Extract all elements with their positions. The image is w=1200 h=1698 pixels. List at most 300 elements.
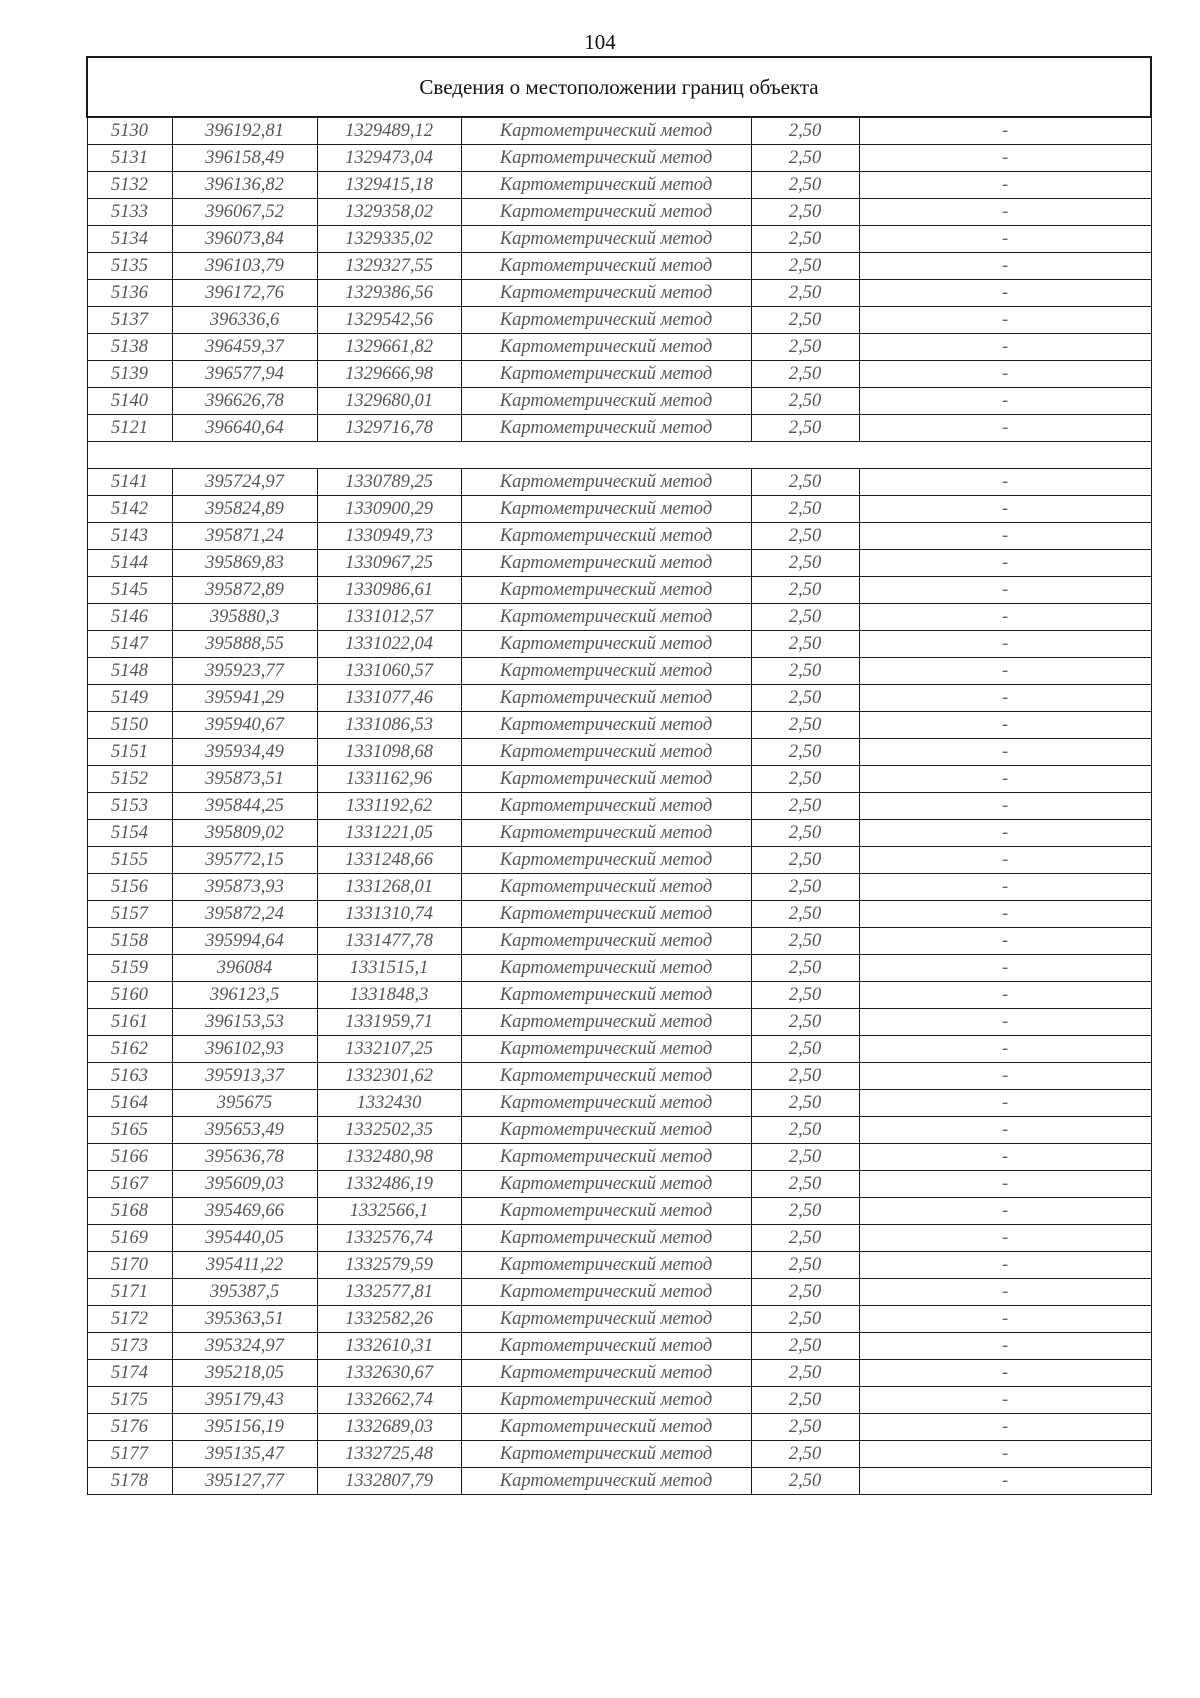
y-coordinate-cell: 1331310,74 — [317, 901, 461, 928]
method-cell: Картометрический метод — [461, 117, 751, 145]
accuracy-cell: 2,50 — [751, 631, 859, 658]
note-cell: - — [859, 496, 1151, 523]
table-row — [87, 388, 1151, 415]
x-coordinate-cell: 395940,67 — [172, 712, 317, 739]
point-number-cell: 5167 — [87, 1171, 172, 1198]
table-row — [87, 739, 1151, 766]
accuracy-cell: 2,50 — [751, 226, 859, 253]
method-cell: Картометрический метод — [461, 604, 751, 631]
x-coordinate-cell: 395872,24 — [172, 901, 317, 928]
table-row — [87, 1468, 1151, 1495]
point-number-cell: 5160 — [87, 982, 172, 1009]
point-number-cell: 5121 — [87, 415, 172, 442]
y-coordinate-cell: 1329542,56 — [317, 307, 461, 334]
accuracy-cell: 2,50 — [751, 847, 859, 874]
method-cell: Картометрический метод — [461, 1009, 751, 1036]
table-title-row — [87, 57, 1151, 117]
x-coordinate-cell: 395934,49 — [172, 739, 317, 766]
point-number-cell: 5166 — [87, 1144, 172, 1171]
accuracy-cell: 2,50 — [751, 550, 859, 577]
accuracy-cell: 2,50 — [751, 145, 859, 172]
boundary-coordinates-table-container — [86, 56, 1150, 1495]
section-separator-row — [87, 442, 1151, 469]
y-coordinate-cell: 1330967,25 — [317, 550, 461, 577]
point-number-cell: 5164 — [87, 1090, 172, 1117]
y-coordinate-cell: 1330900,29 — [317, 496, 461, 523]
x-coordinate-cell: 395135,47 — [172, 1441, 317, 1468]
note-cell: - — [859, 820, 1151, 847]
accuracy-cell: 2,50 — [751, 982, 859, 1009]
y-coordinate-cell: 1330789,25 — [317, 469, 461, 496]
y-coordinate-cell: 1329415,18 — [317, 172, 461, 199]
y-coordinate-cell: 1332486,19 — [317, 1171, 461, 1198]
x-coordinate-cell: 395179,43 — [172, 1387, 317, 1414]
y-coordinate-cell: 1332582,26 — [317, 1306, 461, 1333]
x-coordinate-cell: 395609,03 — [172, 1171, 317, 1198]
x-coordinate-cell: 396172,76 — [172, 280, 317, 307]
method-cell: Картометрический метод — [461, 685, 751, 712]
method-cell: Картометрический метод — [461, 658, 751, 685]
table-row — [87, 253, 1151, 280]
point-number-cell: 5162 — [87, 1036, 172, 1063]
method-cell: Картометрический метод — [461, 199, 751, 226]
x-coordinate-cell: 395880,3 — [172, 604, 317, 631]
accuracy-cell: 2,50 — [751, 820, 859, 847]
table-row — [87, 604, 1151, 631]
point-number-cell: 5161 — [87, 1009, 172, 1036]
note-cell: - — [859, 117, 1151, 145]
table-row — [87, 820, 1151, 847]
table-row — [87, 901, 1151, 928]
note-cell: - — [859, 1279, 1151, 1306]
note-cell: - — [859, 199, 1151, 226]
x-coordinate-cell: 395869,83 — [172, 550, 317, 577]
point-number-cell: 5176 — [87, 1414, 172, 1441]
y-coordinate-cell: 1331221,05 — [317, 820, 461, 847]
y-coordinate-cell: 1331248,66 — [317, 847, 461, 874]
x-coordinate-cell: 396577,94 — [172, 361, 317, 388]
point-number-cell: 5168 — [87, 1198, 172, 1225]
point-number-cell: 5140 — [87, 388, 172, 415]
x-coordinate-cell: 396084 — [172, 955, 317, 982]
method-cell: Картометрический метод — [461, 1063, 751, 1090]
table-row — [87, 469, 1151, 496]
method-cell: Картометрический метод — [461, 1090, 751, 1117]
method-cell: Картометрический метод — [461, 793, 751, 820]
y-coordinate-cell: 1331022,04 — [317, 631, 461, 658]
table-row — [87, 1252, 1151, 1279]
table-row — [87, 1144, 1151, 1171]
method-cell: Картометрический метод — [461, 766, 751, 793]
x-coordinate-cell: 395888,55 — [172, 631, 317, 658]
method-cell: Картометрический метод — [461, 334, 751, 361]
point-number-cell: 5145 — [87, 577, 172, 604]
point-number-cell: 5137 — [87, 307, 172, 334]
point-number-cell: 5146 — [87, 604, 172, 631]
point-number-cell: 5134 — [87, 226, 172, 253]
accuracy-cell: 2,50 — [751, 1036, 859, 1063]
note-cell: - — [859, 793, 1151, 820]
note-cell: - — [859, 226, 1151, 253]
x-coordinate-cell: 395387,5 — [172, 1279, 317, 1306]
point-number-cell: 5158 — [87, 928, 172, 955]
y-coordinate-cell: 1329327,55 — [317, 253, 461, 280]
y-coordinate-cell: 1332579,59 — [317, 1252, 461, 1279]
table-row — [87, 1414, 1151, 1441]
accuracy-cell: 2,50 — [751, 712, 859, 739]
x-coordinate-cell: 396102,93 — [172, 1036, 317, 1063]
table-row — [87, 1198, 1151, 1225]
x-coordinate-cell: 396073,84 — [172, 226, 317, 253]
note-cell: - — [859, 1198, 1151, 1225]
table-row — [87, 415, 1151, 442]
method-cell: Картометрический метод — [461, 1441, 751, 1468]
note-cell: - — [859, 1441, 1151, 1468]
y-coordinate-cell: 1332577,81 — [317, 1279, 461, 1306]
note-cell: - — [859, 874, 1151, 901]
note-cell: - — [859, 766, 1151, 793]
x-coordinate-cell: 395653,49 — [172, 1117, 317, 1144]
y-coordinate-cell: 1329661,82 — [317, 334, 461, 361]
note-cell: - — [859, 1306, 1151, 1333]
accuracy-cell: 2,50 — [751, 1333, 859, 1360]
note-cell: - — [859, 1333, 1151, 1360]
accuracy-cell: 2,50 — [751, 496, 859, 523]
point-number-cell: 5169 — [87, 1225, 172, 1252]
accuracy-cell: 2,50 — [751, 955, 859, 982]
table-row — [87, 145, 1151, 172]
y-coordinate-cell: 1329386,56 — [317, 280, 461, 307]
table-row — [87, 496, 1151, 523]
method-cell: Картометрический метод — [461, 523, 751, 550]
point-number-cell: 5153 — [87, 793, 172, 820]
method-cell: Картометрический метод — [461, 388, 751, 415]
point-number-cell: 5149 — [87, 685, 172, 712]
method-cell: Картометрический метод — [461, 1144, 751, 1171]
note-cell: - — [859, 1414, 1151, 1441]
x-coordinate-cell: 396067,52 — [172, 199, 317, 226]
table-row — [87, 928, 1151, 955]
x-coordinate-cell: 396640,64 — [172, 415, 317, 442]
point-number-cell: 5131 — [87, 145, 172, 172]
method-cell: Картометрический метод — [461, 955, 751, 982]
y-coordinate-cell: 1329666,98 — [317, 361, 461, 388]
accuracy-cell: 2,50 — [751, 253, 859, 280]
point-number-cell: 5177 — [87, 1441, 172, 1468]
y-coordinate-cell: 1329335,02 — [317, 226, 461, 253]
accuracy-cell: 2,50 — [751, 1468, 859, 1495]
accuracy-cell: 2,50 — [751, 1009, 859, 1036]
table-row — [87, 1279, 1151, 1306]
table-row — [87, 874, 1151, 901]
accuracy-cell: 2,50 — [751, 1198, 859, 1225]
table-row — [87, 1009, 1151, 1036]
method-cell: Картометрический метод — [461, 1468, 751, 1495]
y-coordinate-cell: 1329358,02 — [317, 199, 461, 226]
table-row — [87, 117, 1151, 145]
accuracy-cell: 2,50 — [751, 172, 859, 199]
note-cell: - — [859, 469, 1151, 496]
x-coordinate-cell: 395411,22 — [172, 1252, 317, 1279]
y-coordinate-cell: 1332502,35 — [317, 1117, 461, 1144]
table-row — [87, 550, 1151, 577]
y-coordinate-cell: 1329489,12 — [317, 117, 461, 145]
point-number-cell: 5138 — [87, 334, 172, 361]
accuracy-cell: 2,50 — [751, 766, 859, 793]
note-cell: - — [859, 334, 1151, 361]
table-row — [87, 280, 1151, 307]
note-cell: - — [859, 253, 1151, 280]
note-cell: - — [859, 577, 1151, 604]
note-cell: - — [859, 1036, 1151, 1063]
method-cell: Картометрический метод — [461, 820, 751, 847]
y-coordinate-cell: 1331477,78 — [317, 928, 461, 955]
y-coordinate-cell: 1330949,73 — [317, 523, 461, 550]
method-cell: Картометрический метод — [461, 847, 751, 874]
accuracy-cell: 2,50 — [751, 928, 859, 955]
note-cell: - — [859, 1225, 1151, 1252]
table-row — [87, 685, 1151, 712]
x-coordinate-cell: 395913,37 — [172, 1063, 317, 1090]
table-row — [87, 1171, 1151, 1198]
point-number-cell: 5139 — [87, 361, 172, 388]
method-cell: Картометрический метод — [461, 1414, 751, 1441]
x-coordinate-cell: 395724,97 — [172, 469, 317, 496]
point-number-cell: 5171 — [87, 1279, 172, 1306]
point-number-cell: 5170 — [87, 1252, 172, 1279]
x-coordinate-cell: 396153,53 — [172, 1009, 317, 1036]
method-cell: Картометрический метод — [461, 469, 751, 496]
y-coordinate-cell: 1331098,68 — [317, 739, 461, 766]
point-number-cell: 5175 — [87, 1387, 172, 1414]
method-cell: Картометрический метод — [461, 253, 751, 280]
table-row — [87, 523, 1151, 550]
x-coordinate-cell: 395824,89 — [172, 496, 317, 523]
x-coordinate-cell: 395636,78 — [172, 1144, 317, 1171]
x-coordinate-cell: 395469,66 — [172, 1198, 317, 1225]
note-cell: - — [859, 658, 1151, 685]
point-number-cell: 5172 — [87, 1306, 172, 1333]
x-coordinate-cell: 396136,82 — [172, 172, 317, 199]
x-coordinate-cell: 395873,51 — [172, 766, 317, 793]
y-coordinate-cell: 1332576,74 — [317, 1225, 461, 1252]
point-number-cell: 5142 — [87, 496, 172, 523]
table-row — [87, 1333, 1151, 1360]
y-coordinate-cell: 1329716,78 — [317, 415, 461, 442]
accuracy-cell: 2,50 — [751, 1441, 859, 1468]
table-row — [87, 955, 1151, 982]
accuracy-cell: 2,50 — [751, 901, 859, 928]
accuracy-cell: 2,50 — [751, 658, 859, 685]
table-row — [87, 631, 1151, 658]
note-cell: - — [859, 388, 1151, 415]
point-number-cell: 5165 — [87, 1117, 172, 1144]
table-row — [87, 361, 1151, 388]
method-cell: Картометрический метод — [461, 577, 751, 604]
note-cell: - — [859, 307, 1151, 334]
y-coordinate-cell: 1332630,67 — [317, 1360, 461, 1387]
accuracy-cell: 2,50 — [751, 1360, 859, 1387]
accuracy-cell: 2,50 — [751, 1306, 859, 1333]
point-number-cell: 5155 — [87, 847, 172, 874]
y-coordinate-cell: 1331060,57 — [317, 658, 461, 685]
accuracy-cell: 2,50 — [751, 1171, 859, 1198]
point-number-cell: 5173 — [87, 1333, 172, 1360]
y-coordinate-cell: 1331077,46 — [317, 685, 461, 712]
x-coordinate-cell: 395871,24 — [172, 523, 317, 550]
point-number-cell: 5143 — [87, 523, 172, 550]
note-cell: - — [859, 1117, 1151, 1144]
note-cell: - — [859, 523, 1151, 550]
method-cell: Картометрический метод — [461, 1360, 751, 1387]
note-cell: - — [859, 361, 1151, 388]
y-coordinate-cell: 1329680,01 — [317, 388, 461, 415]
method-cell: Картометрический метод — [461, 1333, 751, 1360]
y-coordinate-cell: 1330986,61 — [317, 577, 461, 604]
table-row — [87, 334, 1151, 361]
table-row — [87, 1036, 1151, 1063]
x-coordinate-cell: 396158,49 — [172, 145, 317, 172]
note-cell: - — [859, 1252, 1151, 1279]
note-cell: - — [859, 1144, 1151, 1171]
x-coordinate-cell: 395809,02 — [172, 820, 317, 847]
accuracy-cell: 2,50 — [751, 1117, 859, 1144]
accuracy-cell: 2,50 — [751, 1225, 859, 1252]
point-number-cell: 5147 — [87, 631, 172, 658]
accuracy-cell: 2,50 — [751, 685, 859, 712]
point-number-cell: 5133 — [87, 199, 172, 226]
method-cell: Картометрический метод — [461, 280, 751, 307]
note-cell: - — [859, 145, 1151, 172]
accuracy-cell: 2,50 — [751, 1063, 859, 1090]
method-cell: Картометрический метод — [461, 415, 751, 442]
y-coordinate-cell: 1332610,31 — [317, 1333, 461, 1360]
method-cell: Картометрический метод — [461, 928, 751, 955]
accuracy-cell: 2,50 — [751, 1414, 859, 1441]
note-cell: - — [859, 847, 1151, 874]
accuracy-cell: 2,50 — [751, 793, 859, 820]
table-row — [87, 1117, 1151, 1144]
note-cell: - — [859, 928, 1151, 955]
x-coordinate-cell: 396459,37 — [172, 334, 317, 361]
y-coordinate-cell: 1332566,1 — [317, 1198, 461, 1225]
table-row — [87, 172, 1151, 199]
point-number-cell: 5132 — [87, 172, 172, 199]
accuracy-cell: 2,50 — [751, 1090, 859, 1117]
point-number-cell: 5136 — [87, 280, 172, 307]
point-number-cell: 5148 — [87, 658, 172, 685]
note-cell: - — [859, 631, 1151, 658]
table-row — [87, 1360, 1151, 1387]
y-coordinate-cell: 1332662,74 — [317, 1387, 461, 1414]
note-cell: - — [859, 955, 1151, 982]
x-coordinate-cell: 395923,77 — [172, 658, 317, 685]
y-coordinate-cell: 1331086,53 — [317, 712, 461, 739]
note-cell: - — [859, 1360, 1151, 1387]
table-row — [87, 1441, 1151, 1468]
x-coordinate-cell: 395772,15 — [172, 847, 317, 874]
point-number-cell: 5130 — [87, 117, 172, 145]
x-coordinate-cell: 395218,05 — [172, 1360, 317, 1387]
method-cell: Картометрический метод — [461, 901, 751, 928]
accuracy-cell: 2,50 — [751, 604, 859, 631]
note-cell: - — [859, 1468, 1151, 1495]
accuracy-cell: 2,50 — [751, 1279, 859, 1306]
method-cell: Картометрический метод — [461, 145, 751, 172]
accuracy-cell: 2,50 — [751, 1144, 859, 1171]
note-cell: - — [859, 1090, 1151, 1117]
method-cell: Картометрический метод — [461, 1225, 751, 1252]
y-coordinate-cell: 1331848,3 — [317, 982, 461, 1009]
table-row — [87, 1387, 1151, 1414]
point-number-cell: 5152 — [87, 766, 172, 793]
accuracy-cell: 2,50 — [751, 361, 859, 388]
accuracy-cell: 2,50 — [751, 307, 859, 334]
accuracy-cell: 2,50 — [751, 117, 859, 145]
x-coordinate-cell: 396336,6 — [172, 307, 317, 334]
x-coordinate-cell: 395675 — [172, 1090, 317, 1117]
accuracy-cell: 2,50 — [751, 523, 859, 550]
point-number-cell: 5178 — [87, 1468, 172, 1495]
note-cell: - — [859, 982, 1151, 1009]
note-cell: - — [859, 1387, 1151, 1414]
y-coordinate-cell: 1331515,1 — [317, 955, 461, 982]
method-cell: Картометрический метод — [461, 712, 751, 739]
y-coordinate-cell: 1331012,57 — [317, 604, 461, 631]
x-coordinate-cell: 395873,93 — [172, 874, 317, 901]
y-coordinate-cell: 1331959,71 — [317, 1009, 461, 1036]
note-cell: - — [859, 739, 1151, 766]
note-cell: - — [859, 550, 1151, 577]
point-number-cell: 5150 — [87, 712, 172, 739]
method-cell: Картометрический метод — [461, 982, 751, 1009]
table-row — [87, 793, 1151, 820]
boundary-coordinates-table — [86, 56, 1152, 1495]
method-cell: Картометрический метод — [461, 1387, 751, 1414]
table-row — [87, 766, 1151, 793]
method-cell: Картометрический метод — [461, 631, 751, 658]
y-coordinate-cell: 1331192,62 — [317, 793, 461, 820]
y-coordinate-cell: 1331268,01 — [317, 874, 461, 901]
accuracy-cell: 2,50 — [751, 1252, 859, 1279]
x-coordinate-cell: 395156,19 — [172, 1414, 317, 1441]
x-coordinate-cell: 395872,89 — [172, 577, 317, 604]
accuracy-cell: 2,50 — [751, 1387, 859, 1414]
point-number-cell: 5157 — [87, 901, 172, 928]
x-coordinate-cell: 396103,79 — [172, 253, 317, 280]
method-cell: Картометрический метод — [461, 496, 751, 523]
method-cell: Картометрический метод — [461, 1036, 751, 1063]
table-row — [87, 847, 1151, 874]
point-number-cell: 5144 — [87, 550, 172, 577]
method-cell: Картометрический метод — [461, 1306, 751, 1333]
table-row — [87, 1306, 1151, 1333]
y-coordinate-cell: 1332480,98 — [317, 1144, 461, 1171]
point-number-cell: 5154 — [87, 820, 172, 847]
accuracy-cell: 2,50 — [751, 874, 859, 901]
note-cell: - — [859, 685, 1151, 712]
point-number-cell: 5141 — [87, 469, 172, 496]
method-cell: Картометрический метод — [461, 1252, 751, 1279]
x-coordinate-cell: 396192,81 — [172, 117, 317, 145]
method-cell: Картометрический метод — [461, 1171, 751, 1198]
method-cell: Картометрический метод — [461, 172, 751, 199]
x-coordinate-cell: 395127,77 — [172, 1468, 317, 1495]
x-coordinate-cell: 395440,05 — [172, 1225, 317, 1252]
method-cell: Картометрический метод — [461, 1279, 751, 1306]
table-row — [87, 226, 1151, 253]
x-coordinate-cell: 396123,5 — [172, 982, 317, 1009]
